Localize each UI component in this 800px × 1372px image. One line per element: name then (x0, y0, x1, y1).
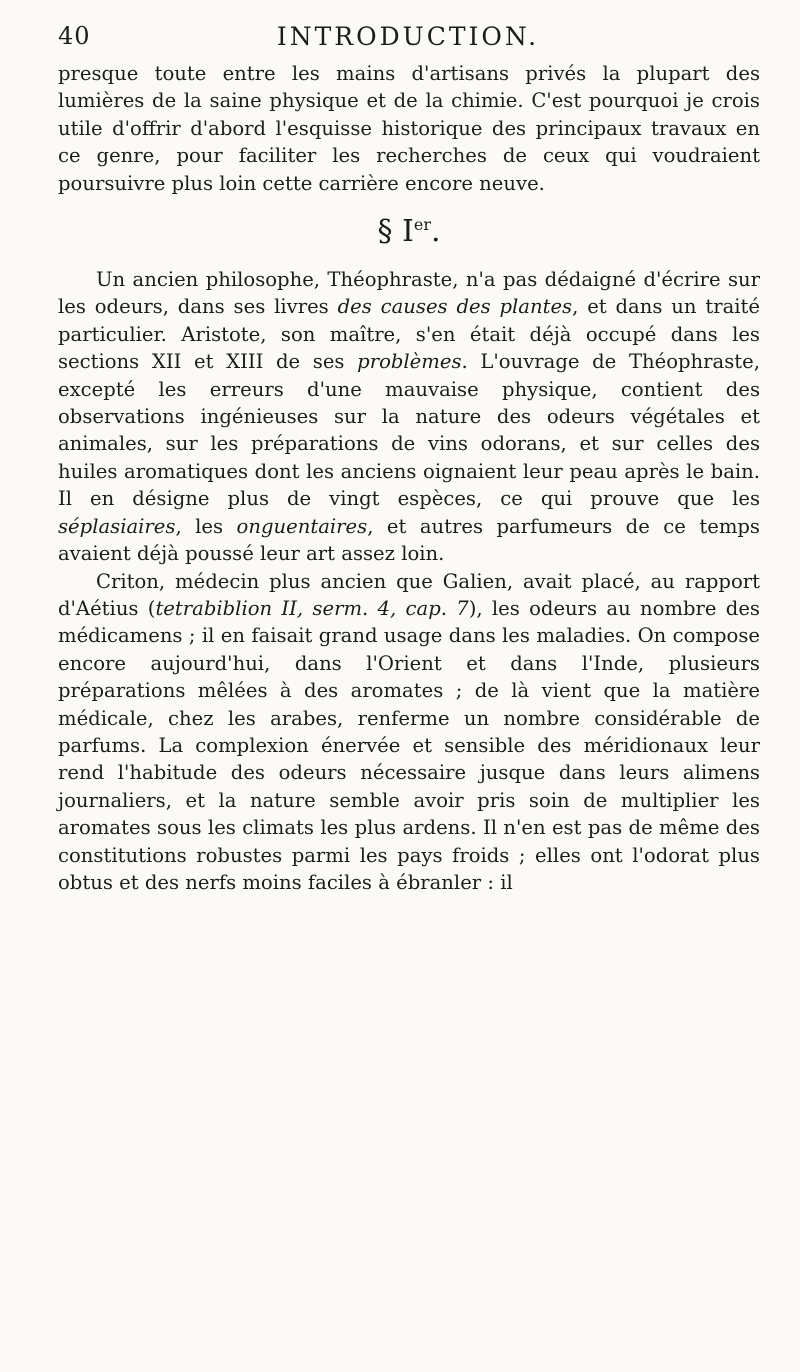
page-body (58, 60, 760, 896)
section-heading (58, 207, 760, 250)
paragraph-theophraste (58, 266, 760, 567)
text-run: . L'ouvrage de Théophraste, excepté les erreurs d'une mauvaise physique, contient des observations ingénieuses sur la nature des odeurs végétales et animales, sur les préparations de vins odorans, et sur celles des huiles aromatiques dont les anciens oignaient leur peau après le bain. Il en désigne plus de vingt espèces, ce qui prouve que les (58, 350, 760, 511)
section-label: § I (377, 214, 414, 250)
text-run: Un ancien philosophe, Théophraste, n'a pas dédaigné d'écrire sur les odeurs, dans ses livres (58, 268, 760, 319)
text-run: ), les odeurs au nombre des médicamens ; il en faisait grand usage dans les maladies. On compose encore aujourd'hui, dans l'Orient et dans l'Inde, plusieurs préparations mêlées à des aromates ; de là vient que la matière médicale, chez les arabes, renferme un nombre considérable de parfums. La complexion énervée et sensible des méridionaux leur rend l'habitude des odeurs nécessaire jusque dans leurs alimens journaliers, et la nature semble avoir pris soin de multiplier les aromates sous les climats les plus ardens. Il n'en est pas de même des constitutions robustes parmi les pays froids ; elles ont l'odorat plus obtus et des nerfs moins faciles à ébranler : il (58, 596, 760, 894)
section-superscript: er (413, 215, 431, 235)
text-run: Criton, médecin plus ancien que Galien, avait placé, au rapport d'Aétius ( (58, 569, 760, 620)
page-number: 40 (58, 22, 91, 50)
page-header (58, 22, 758, 58)
italic-run: problèmes (357, 350, 462, 374)
intro-paragraph: presque toute entre les mains d'artisans privés la plupart des lumières de la saine physique et de la chimie. C'est pourquoi je crois utile d'offrir d'abord l'esquisse historique des principaux travaux en ce genre, pour faciliter les recherches de ceux qui voudraient poursuivre plus loin cette carrière encore neuve. (58, 62, 760, 195)
italic-run: séplasiaires (58, 514, 176, 538)
running-head: INTRODUCTION. (276, 22, 540, 51)
text-run: , et dans un traité particulier. Aristote, son maître, s'en était déjà occupé dans les sections XII et XIII de ses (58, 295, 760, 374)
section-suffix: . (430, 214, 441, 250)
text-run: , les (175, 514, 237, 538)
italic-run: tetrabiblion II, serm. 4, cap. 7 (155, 596, 469, 620)
paragraph-criton (58, 568, 760, 897)
text-run: , et autres parfumeurs de ce temps avaient déjà poussé leur art assez loin. (58, 514, 760, 566)
italic-run: onguentaires (236, 514, 368, 538)
italic-run: des causes des plantes (337, 295, 573, 319)
